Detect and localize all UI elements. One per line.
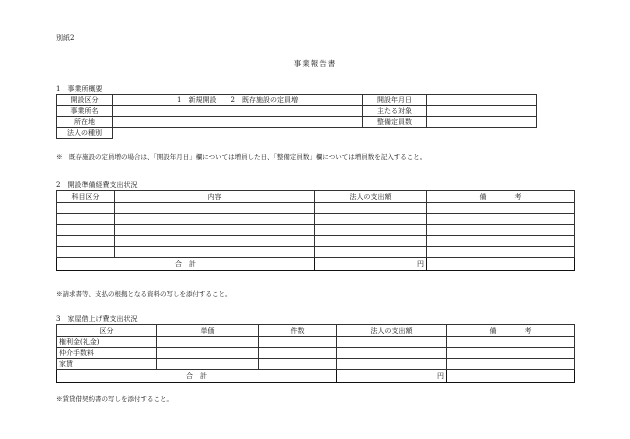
section1-heading: 1 事業所概要 (56, 85, 103, 93)
section3-heading: 3 家屋借上げ費支出状況 (56, 315, 138, 323)
col-content: 内容 (115, 191, 315, 203)
label-opening-type: 開設区分 (57, 95, 113, 106)
value-address[interactable] (113, 117, 363, 128)
section3-total-unit: 円 (337, 370, 447, 383)
col-remarks: 備 考 (427, 191, 575, 203)
table-row (57, 359, 575, 370)
section3-total-label: 合 計 (57, 370, 337, 383)
section1-note: ※ 既存施設の定員増の場合は、「開設年月日」欄については増員した日、「整備定員数」欄については増員数を記入すること。 (56, 153, 427, 161)
col-expense: 法人の支出額 (315, 191, 427, 203)
col-category: 区分 (57, 325, 157, 337)
table-row (57, 203, 575, 214)
table-row (57, 337, 575, 348)
section3-note: ※賃貸借契約書の写しを添付すること。 (56, 395, 173, 403)
section2-total-remarks[interactable] (427, 258, 575, 271)
col-subject: 科目区分 (57, 191, 115, 203)
table-row (57, 214, 575, 225)
opening-type-options: 1 新規開設 2 既存施設の定員増 (113, 95, 363, 106)
section3-total-remarks[interactable] (447, 370, 575, 383)
value-opening-date[interactable] (427, 95, 537, 106)
section2-heading: 2 開設準備経費支出状況 (56, 181, 138, 189)
value-office-name[interactable] (113, 106, 363, 117)
doc-title: 事業報告書 (293, 59, 337, 68)
col-remarks: 備 考 (447, 325, 575, 337)
col-count: 件数 (259, 325, 337, 337)
doc-label: 別紙2 (56, 34, 75, 42)
table-row (57, 348, 575, 359)
table-row (57, 236, 575, 247)
row-label: 権利金(礼金) (57, 337, 157, 348)
table-row (57, 225, 575, 236)
label-opening-date: 開設年月日 (363, 95, 427, 106)
section1-table (56, 94, 537, 139)
label-office-name: 事業所名 (57, 106, 113, 117)
col-expense: 法人の支出額 (337, 325, 447, 337)
col-unit-price: 単価 (157, 325, 259, 337)
label-main-target: 主たる対象 (363, 106, 427, 117)
row-label: 家賃 (57, 359, 157, 370)
section2-table (56, 190, 575, 271)
label-capacity: 整備定員数 (363, 117, 427, 128)
section2-note: ※請求書等、支払の根拠となる資料の写しを添付すること。 (56, 290, 232, 298)
table-row (57, 247, 575, 258)
value-main-target[interactable] (427, 106, 537, 117)
section2-total-label: 合 計 (57, 258, 315, 271)
section2-total-unit: 円 (315, 258, 427, 271)
value-capacity[interactable] (427, 117, 537, 128)
label-address: 所在地 (57, 117, 113, 128)
section3-table (56, 324, 575, 383)
row-label: 仲介手数料 (57, 348, 157, 359)
label-corp-type: 法人の種別 (57, 128, 113, 139)
